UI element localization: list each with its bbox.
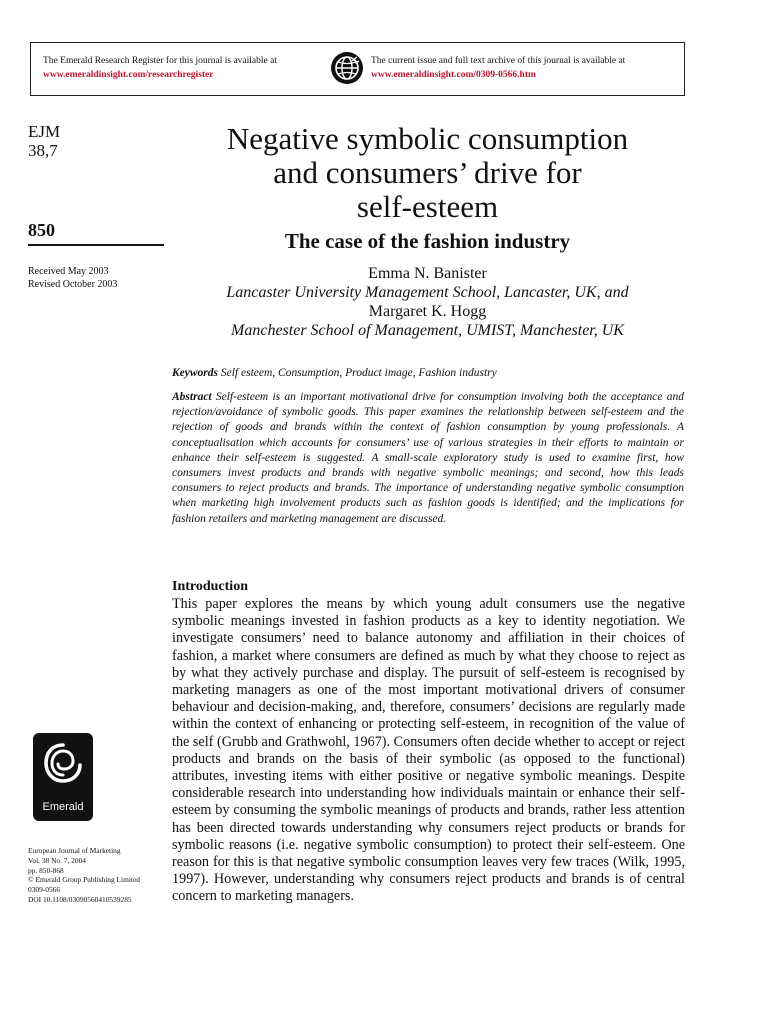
pubinfo-line: European Journal of Marketing <box>28 846 121 855</box>
full-text-archive-notice <box>371 54 681 82</box>
research-register-notice <box>43 54 343 82</box>
pubinfo-line: 0309-0566 <box>28 885 61 895</box>
emerald-logo-icon <box>42 741 84 797</box>
journal-abbrev: EJM <box>28 122 61 141</box>
pubinfo-line: Vol. 38 No. 7, 2004 <box>28 855 86 865</box>
full-text-archive-link[interactable]: www.emeraldinsight.com/0309-0566.htm <box>371 70 536 80</box>
article-subtitle: The case of the fashion industry <box>284 229 571 253</box>
keywords-text: Self esteem, Consumption, Product image, Fashion industry <box>220 367 497 379</box>
abstract <box>172 390 684 527</box>
title-line-3: self-esteem <box>356 189 499 224</box>
journal-volume-label <box>28 122 60 160</box>
full-text-archive-text: The current issue and full text archive of this journal is available at <box>371 56 626 66</box>
pubinfo-line: DOI 10.1108/03090560410539285 <box>28 894 132 904</box>
keywords-label: Keywords <box>172 367 218 379</box>
introduction-paragraph: This paper explores the means by which young adult consumers use the negative symbolic meanings invested in fashion products as a key to identity negotiation. We investigate consumers’ need to balance autonomy and affiliation in their choices of fashion, a market where consumers are defined as much by what they choose to reject as by what they actively purchase and display. The pursuit of self-esteem is recognised by marketing managers as one of the most important motivational drivers of consumer behaviour and decision-making, and, therefore, consumers’ decisions are regularly made within the context of enhancing or protecting self-esteem, in recognition of the value of the self (Grubb and Grathwohl, 1967). Consumers often decide whether to accept or reject products and brands on the basis of their symbolic (as opposed to the functional) attributes, investing items with either positive or negative symbolic meanings. Despite considerable research into understanding how individuals maintain or enhance their self-esteem by consuming the symbolic meanings of products and brands, rather less attention has been directed towards understanding why consumers reject products or brands for symbolic reasons (i.e. negative symbolic consumption) to protect their self-esteem. One reason for this is that negative symbolic consumption leaves very few traces (Wilk, 1995, 1997). However, understanding why consumers reject products and brands is of central concern to marketing managers. <box>172 596 685 905</box>
pubinfo-line: © Emerald Group Publishing Limited <box>28 875 140 885</box>
emerald-logo <box>33 733 93 821</box>
author-affiliation: Lancaster University Management School, Lancaster, UK, and <box>226 284 629 301</box>
globe-icon <box>331 52 363 84</box>
author-name: Emma N. Banister <box>368 265 487 282</box>
page-number-rule <box>28 244 164 246</box>
research-register-text: The Emerald Research Register for this journal is available at <box>43 56 277 66</box>
author-name: Margaret K. Hogg <box>368 303 487 320</box>
abstract-text: Self-esteem is an important motivational drive for consumption involving both the acceptance and rejection/avoidance of symbolic goods. This paper examines the relationship between self-esteem and the rejection of goods and brands within the context of fashion consumption by young professionals. A conceptualisation which accounts for consumers’ use of various strategies in their efforts to maintain or enhance their self-esteem is suggested. A small-scale exploratory study is used to examine first, how consumers invest products and brands with negative symbolic meanings; and second, how this leads consumers to reject products and brands. The importance of understanding negative symbolic consumption when marketing high involvement products such as fashion goods is identified; and the implications for fashion retailers and marketing management are discussed. <box>172 391 684 525</box>
section-heading: Introduction <box>172 579 248 594</box>
journal-volume: 38,7 <box>28 141 58 160</box>
publication-info <box>28 846 178 905</box>
received-date: Received May 2003 <box>28 266 109 277</box>
keywords <box>172 367 684 379</box>
pubinfo-line: pp. 850-868 <box>28 865 64 875</box>
title-line-1: Negative symbolic consumption <box>226 121 629 156</box>
author-block <box>170 264 685 340</box>
research-register-link[interactable]: www.emeraldinsight.com/researchregister <box>43 70 214 80</box>
revised-date: Revised October 2003 <box>28 279 118 290</box>
title-line-2: and consumers’ drive for <box>273 155 582 190</box>
page-number: 850 <box>28 220 55 240</box>
access-notice-box <box>30 42 685 96</box>
article-title <box>170 122 685 224</box>
logo-wordmark: Emerald <box>42 801 84 813</box>
author-affiliation: Manchester School of Management, UMIST, Manchester, UK <box>231 322 624 339</box>
submission-dates <box>28 265 117 291</box>
abstract-label: Abstract <box>172 391 212 403</box>
